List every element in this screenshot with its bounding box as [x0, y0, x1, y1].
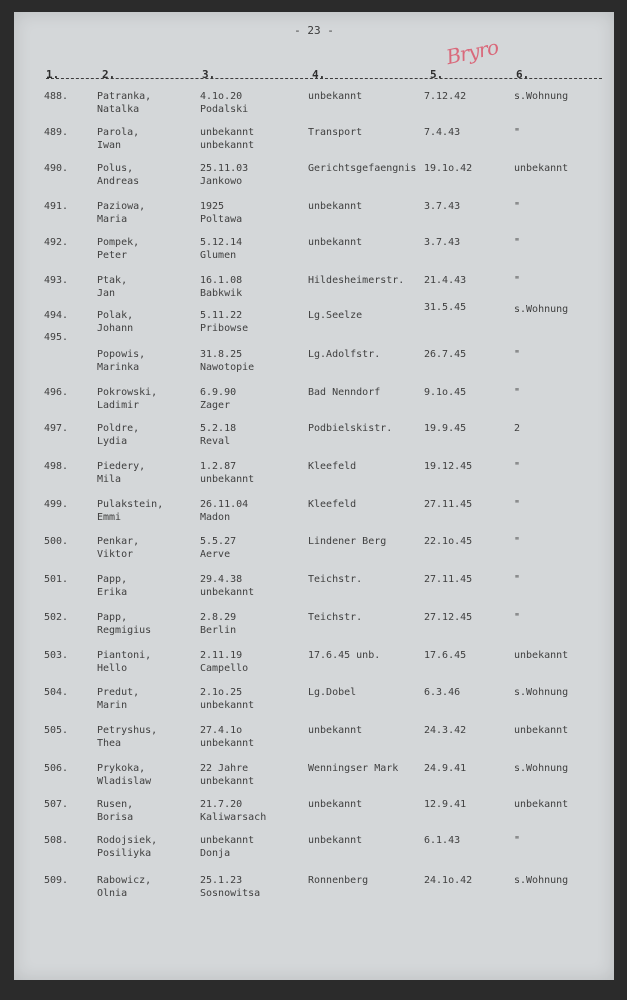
- location: unbekannt: [308, 91, 363, 102]
- table-row: [14, 498, 614, 534]
- status-cell: ": [514, 536, 521, 547]
- birth-info: [200, 798, 266, 824]
- birth-info-line: unbekannt: [200, 835, 255, 846]
- status-cell: s.Wohnung: [514, 304, 569, 315]
- person-name-line: Pokrowski,: [97, 387, 158, 398]
- table-row: [14, 386, 614, 422]
- date-cell: 26.7.45: [424, 349, 467, 360]
- status-cell: unbekannt: [514, 799, 569, 810]
- birth-info: [200, 274, 242, 300]
- location: Podbielskistr.: [308, 423, 393, 434]
- row-number: 489.: [44, 127, 69, 138]
- person-name: [97, 762, 151, 788]
- status-cell: ": [514, 835, 521, 846]
- person-name: [97, 724, 157, 750]
- birth-info-line: 31.8.25: [200, 349, 243, 360]
- birth-info-line: Podalski: [200, 104, 249, 115]
- date-cell: 22.1o.45: [424, 536, 473, 547]
- person-name: [97, 535, 139, 561]
- date-cell: 19.12.45: [424, 461, 473, 472]
- status-cell: ": [514, 387, 521, 398]
- table-row: [14, 611, 614, 647]
- person-name-line: Prykoka,: [97, 763, 146, 774]
- table-row: [14, 834, 614, 870]
- birth-info: [200, 422, 236, 448]
- person-name-line: Viktor: [97, 549, 134, 560]
- birth-info-line: Kaliwarsach: [200, 812, 267, 823]
- birth-info: [200, 724, 254, 750]
- birth-info-line: 25.11.03: [200, 163, 249, 174]
- location: unbekannt: [308, 725, 363, 736]
- person-name: [97, 834, 157, 860]
- table-row: [14, 302, 614, 345]
- person-name-line: Erika: [97, 587, 128, 598]
- row-number: 493.: [44, 275, 69, 286]
- table-row: [14, 649, 614, 685]
- person-name: [97, 498, 163, 524]
- person-name-line: Posiliyka: [97, 848, 152, 859]
- status-cell: unbekannt: [514, 163, 569, 174]
- birth-info-line: Pribowse: [200, 323, 249, 334]
- location: Lg.Seelze: [308, 310, 363, 321]
- birth-info: [200, 762, 254, 788]
- birth-info-line: Donja: [200, 848, 231, 859]
- person-name: [97, 126, 139, 152]
- birth-info-line: 21.7.20: [200, 799, 243, 810]
- birth-info: [200, 90, 248, 116]
- person-name-line: Pulakstein,: [97, 499, 164, 510]
- status-cell: ": [514, 349, 521, 360]
- birth-info-line: 6.9.90: [200, 387, 237, 398]
- row-number: 499.: [44, 499, 69, 510]
- date-cell: 27.11.45: [424, 499, 473, 510]
- table-row: [14, 236, 614, 272]
- birth-info-line: unbekannt: [200, 738, 255, 749]
- birth-info: [200, 611, 236, 637]
- person-name-line: Marin: [97, 700, 128, 711]
- row-number: 495.: [44, 332, 69, 343]
- person-name-line: Emmi: [97, 512, 122, 523]
- status-cell: unbekannt: [514, 650, 569, 661]
- column-header-row: [14, 68, 614, 82]
- date-cell: 19.9.45: [424, 423, 467, 434]
- person-name-line: Maria: [97, 214, 128, 225]
- person-name: [97, 162, 139, 188]
- date-cell: 27.11.45: [424, 574, 473, 585]
- row-number: 503.: [44, 650, 69, 661]
- person-name-line: Paziowa,: [97, 201, 146, 212]
- location: Wenningser Mark: [308, 763, 399, 774]
- birth-info-line: 1.2.87: [200, 461, 237, 472]
- birth-info-line: unbekannt: [200, 587, 255, 598]
- table-row: [14, 200, 614, 236]
- row-number: 496.: [44, 387, 69, 398]
- location: unbekannt: [308, 237, 363, 248]
- date-cell: 27.12.45: [424, 612, 473, 623]
- birth-info: [200, 535, 236, 561]
- location: Lg.Adolfstr.: [308, 349, 381, 360]
- date-cell: 6.3.46: [424, 687, 461, 698]
- row-number: 497.: [44, 423, 69, 434]
- date-cell: 7.4.43: [424, 127, 461, 138]
- date-cell: 17.6.45: [424, 650, 467, 661]
- birth-info-line: 26.11.04: [200, 499, 249, 510]
- person-name-line: Patranka,: [97, 91, 152, 102]
- status-cell: unbekannt: [514, 725, 569, 736]
- birth-info-line: Reval: [200, 436, 231, 447]
- birth-info-line: unbekannt: [200, 140, 255, 151]
- date-cell: 24.3.42: [424, 725, 467, 736]
- birth-info-line: 27.4.1o: [200, 725, 243, 736]
- status-cell: ": [514, 127, 521, 138]
- header-rule: [46, 78, 602, 79]
- person-name-line: Marinka: [97, 362, 140, 373]
- person-name: [97, 236, 139, 262]
- birth-info-line: unbekannt: [200, 127, 255, 138]
- birth-info-line: Sosnowitsa: [200, 888, 261, 899]
- row-number: 502.: [44, 612, 69, 623]
- table-row: [14, 724, 614, 760]
- table-row: [14, 422, 614, 458]
- birth-info: [200, 460, 254, 486]
- date-cell: 19.1o.42: [424, 163, 473, 174]
- table-row: [14, 874, 614, 910]
- status-cell: s.Wohnung: [514, 91, 569, 102]
- date-cell: 24.1o.42: [424, 875, 473, 886]
- person-name-line: Penkar,: [97, 536, 140, 547]
- person-name-line: Jan: [97, 288, 116, 299]
- status-cell: s.Wohnung: [514, 763, 569, 774]
- birth-info: [200, 686, 254, 712]
- person-name-line: Lydia: [97, 436, 128, 447]
- person-name-line: Polus,: [97, 163, 134, 174]
- birth-info-line: Poltawa: [200, 214, 243, 225]
- birth-info-line: 22 Jahre: [200, 763, 249, 774]
- date-cell: 12.9.41: [424, 799, 467, 810]
- birth-info: [200, 573, 254, 599]
- location: unbekannt: [308, 201, 363, 212]
- birth-info-line: Babkwik: [200, 288, 243, 299]
- row-number: 501.: [44, 574, 69, 585]
- column-header: 4.: [312, 68, 326, 81]
- row-number: 507.: [44, 799, 69, 810]
- table-row: [14, 573, 614, 609]
- document-page: [14, 12, 614, 980]
- row-number: 500.: [44, 536, 69, 547]
- person-name-line: Papp,: [97, 574, 128, 585]
- person-name-line: Rusen,: [97, 799, 134, 810]
- date-cell: 31.5.45: [424, 302, 467, 313]
- birth-info: [200, 309, 248, 335]
- location: Lg.Dobel: [308, 687, 357, 698]
- table-row: [14, 686, 614, 722]
- column-header: 2.: [102, 68, 116, 81]
- birth-info: [200, 162, 248, 188]
- table-row: [14, 762, 614, 798]
- status-cell: ": [514, 574, 521, 585]
- location: Gerichtsgefaengnis: [308, 163, 417, 174]
- status-cell: ": [514, 461, 521, 472]
- birth-info: [200, 200, 242, 226]
- location: Lindener Berg: [308, 536, 387, 547]
- row-number: 508.: [44, 835, 69, 846]
- column-header: 6.: [516, 68, 530, 81]
- person-name: [97, 90, 151, 116]
- row-number: 490.: [44, 163, 69, 174]
- birth-info-line: unbekannt: [200, 700, 255, 711]
- person-name-line: Ladimir: [97, 400, 140, 411]
- person-name: [97, 798, 133, 824]
- birth-info-line: 5.12.14: [200, 237, 243, 248]
- table-row: [14, 90, 614, 126]
- status-cell: ": [514, 275, 521, 286]
- table-row: [14, 535, 614, 571]
- person-name-line: Wladislaw: [97, 776, 152, 787]
- birth-info: [200, 834, 254, 860]
- status-cell: s.Wohnung: [514, 875, 569, 886]
- person-name-line: Andreas: [97, 176, 140, 187]
- person-name-line: Thea: [97, 738, 122, 749]
- location: Bad Nenndorf: [308, 387, 381, 398]
- birth-info: [200, 386, 236, 412]
- row-number: 498.: [44, 461, 69, 472]
- person-name-line: Pompek,: [97, 237, 140, 248]
- person-name-line: Piedery,: [97, 461, 146, 472]
- person-name-line: Iwan: [97, 140, 122, 151]
- birth-info-line: 5.2.18: [200, 423, 237, 434]
- column-header: 3.: [202, 68, 216, 81]
- birth-info-line: Madon: [200, 512, 231, 523]
- person-name-line: Predut,: [97, 687, 140, 698]
- status-cell: ": [514, 612, 521, 623]
- person-name: [97, 200, 145, 226]
- birth-info-line: 4.1o.20: [200, 91, 243, 102]
- person-name-line: Natalka: [97, 104, 140, 115]
- person-name: [97, 874, 151, 900]
- handwritten-note: Bryro: [444, 34, 501, 70]
- birth-info-line: Glumen: [200, 250, 237, 261]
- person-name: [97, 348, 145, 374]
- birth-info-line: 2.11.19: [200, 650, 243, 661]
- birth-info-line: 25.1.23: [200, 875, 243, 886]
- birth-info-line: 29.4.38: [200, 574, 243, 585]
- birth-info: [200, 649, 248, 675]
- table-row: [14, 162, 614, 198]
- location: unbekannt: [308, 835, 363, 846]
- table-row: [14, 348, 614, 384]
- date-cell: 7.12.42: [424, 91, 467, 102]
- location: Hildesheimerstr.: [308, 275, 405, 286]
- row-number: 505.: [44, 725, 69, 736]
- status-cell: 2: [514, 423, 521, 434]
- person-name-line: Parola,: [97, 127, 140, 138]
- person-name-line: Popowis,: [97, 349, 146, 360]
- row-number: 506.: [44, 763, 69, 774]
- person-name: [97, 422, 139, 448]
- row-number: 494.: [44, 310, 69, 321]
- status-cell: ": [514, 201, 521, 212]
- date-cell: 24.9.41: [424, 763, 467, 774]
- birth-info-line: unbekannt: [200, 776, 255, 787]
- birth-info-line: Nawotopie: [200, 362, 255, 373]
- column-header: 5.: [430, 68, 444, 81]
- person-name-line: Polak,: [97, 310, 134, 321]
- birth-info-line: 2.8.29: [200, 612, 237, 623]
- location: 17.6.45 unb.: [308, 650, 381, 661]
- location: Kleefeld: [308, 461, 357, 472]
- person-name-line: Rabowicz,: [97, 875, 152, 886]
- birth-info-line: Campello: [200, 663, 249, 674]
- table-row: [14, 460, 614, 496]
- birth-info-line: 16.1.08: [200, 275, 243, 286]
- person-name: [97, 686, 139, 712]
- date-cell: 9.1o.45: [424, 387, 467, 398]
- column-header: 1.: [46, 68, 60, 81]
- person-name: [97, 309, 133, 335]
- row-number: 492.: [44, 237, 69, 248]
- status-cell: ": [514, 499, 521, 510]
- birth-info: [200, 236, 242, 262]
- person-name-line: Piantoni,: [97, 650, 152, 661]
- birth-info: [200, 498, 248, 524]
- page-number: - 23 -: [294, 24, 334, 37]
- person-name-line: Regmigius: [97, 625, 152, 636]
- person-name: [97, 386, 157, 412]
- birth-info-line: 5.11.22: [200, 310, 243, 321]
- person-name-line: Hello: [97, 663, 128, 674]
- person-name-line: Mila: [97, 474, 122, 485]
- location: unbekannt: [308, 799, 363, 810]
- row-number: 504.: [44, 687, 69, 698]
- birth-info: [200, 126, 254, 152]
- person-name: [97, 573, 127, 599]
- person-name: [97, 611, 151, 637]
- date-cell: 3.7.43: [424, 237, 461, 248]
- person-name-line: Rodojsiek,: [97, 835, 158, 846]
- row-number: 491.: [44, 201, 69, 212]
- status-cell: ": [514, 237, 521, 248]
- date-cell: 6.1.43: [424, 835, 461, 846]
- birth-info: [200, 348, 254, 374]
- person-name: [97, 274, 127, 300]
- row-number: 509.: [44, 875, 69, 886]
- birth-info-line: 2.1o.25: [200, 687, 243, 698]
- location: Teichstr.: [308, 574, 363, 585]
- birth-info: [200, 874, 260, 900]
- date-cell: 21.4.43: [424, 275, 467, 286]
- birth-info-line: Berlin: [200, 625, 237, 636]
- birth-info-line: Zager: [200, 400, 231, 411]
- location: Teichstr.: [308, 612, 363, 623]
- location: Ronnenberg: [308, 875, 369, 886]
- birth-info-line: 1925: [200, 201, 225, 212]
- birth-info-line: Jankowo: [200, 176, 243, 187]
- person-name-line: Papp,: [97, 612, 128, 623]
- person-name-line: Peter: [97, 250, 128, 261]
- person-name: [97, 649, 151, 675]
- table-row: [14, 798, 614, 834]
- person-name: [97, 460, 145, 486]
- person-name-line: Ptak,: [97, 275, 128, 286]
- date-cell: 3.7.43: [424, 201, 461, 212]
- location: Kleefeld: [308, 499, 357, 510]
- person-name-line: Olnia: [97, 888, 128, 899]
- row-number: 488.: [44, 91, 69, 102]
- person-name-line: Johann: [97, 323, 134, 334]
- birth-info-line: Aerve: [200, 549, 231, 560]
- birth-info-line: unbekannt: [200, 474, 255, 485]
- person-name-line: Petryshus,: [97, 725, 158, 736]
- person-name-line: Borisa: [97, 812, 134, 823]
- location: Transport: [308, 127, 363, 138]
- status-cell: s.Wohnung: [514, 687, 569, 698]
- table-row: [14, 126, 614, 162]
- birth-info-line: 5.5.27: [200, 536, 237, 547]
- person-name-line: Poldre,: [97, 423, 140, 434]
